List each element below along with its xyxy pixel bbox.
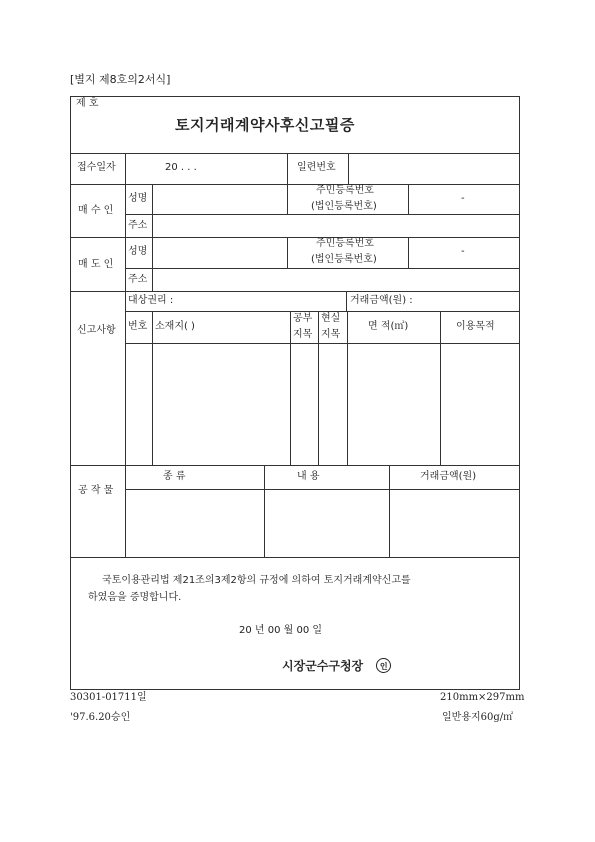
col-area: 면 적(㎡) — [368, 321, 409, 332]
issue-date: 20 년 00 월 00 일 — [239, 625, 323, 636]
receipt-date-label: 접수일자 — [77, 162, 116, 173]
seller-address-label: 주소 — [128, 274, 148, 285]
report-label: 신고사항 — [77, 325, 116, 336]
footer-size: 210mm×297mm — [440, 692, 525, 703]
footer-approval: '97.6.20승인 — [70, 712, 131, 723]
target-right-label: 대상권리 : — [128, 295, 174, 306]
seller-corp-regno-label: (법인등록번호) — [311, 254, 377, 265]
seller-regno-label: 주민등록번호 — [316, 238, 374, 249]
seal-stamp: 인 — [376, 658, 391, 673]
page-title: 토지거래계약사후신고필증 — [175, 116, 355, 134]
buyer-regno-label: 주민등록번호 — [316, 185, 374, 196]
signer-title: 시장군수구청장 — [282, 659, 364, 673]
buyer-corp-regno-label: (법인등록번호) — [311, 201, 377, 212]
col-purpose: 이용목적 — [456, 321, 495, 332]
col-actual-category-2: 지목 — [321, 329, 341, 340]
cert-number-label: 제 호 — [76, 98, 99, 109]
footer-paper: 일반용지60g/㎡ — [442, 712, 514, 723]
col-public-category-1: 공부 — [293, 313, 313, 324]
buyer-regno-dash: - — [461, 193, 465, 204]
buyer-address-label: 주소 — [128, 220, 148, 231]
statement-line-2: 하였음을 증명합니다. — [88, 592, 182, 603]
receipt-date-value: 20 . . . — [165, 162, 197, 173]
signature-block — [282, 655, 391, 674]
trade-amount-label: 거래금액(원) : — [350, 295, 413, 306]
structure-label: 공 작 물 — [78, 485, 114, 496]
col-location: 소재지( ) — [155, 321, 195, 332]
col-actual-category-1: 현실 — [321, 313, 341, 324]
seller-name-label: 성명 — [128, 246, 148, 257]
form-label: [별지 제8호의2서식] — [70, 73, 171, 86]
seller-label: 매 도 인 — [78, 259, 114, 270]
buyer-label: 매 수 인 — [78, 205, 114, 216]
buyer-name-label: 성명 — [128, 193, 148, 204]
structure-col-content: 내 용 — [297, 471, 320, 482]
serial-number-label: 일련번호 — [297, 162, 336, 173]
structure-col-amount: 거래금액(원) — [420, 471, 477, 482]
statement-line-1: 국토이용관리법 제21조의3제2항의 규정에 의하여 토지거래계약신고를 — [102, 575, 411, 586]
footer-code: 30301-01711일 — [70, 692, 147, 703]
seller-regno-dash: - — [461, 246, 465, 257]
structure-col-type: 종 류 — [163, 471, 186, 482]
col-public-category-2: 지목 — [293, 329, 313, 340]
col-number: 번호 — [128, 321, 148, 332]
